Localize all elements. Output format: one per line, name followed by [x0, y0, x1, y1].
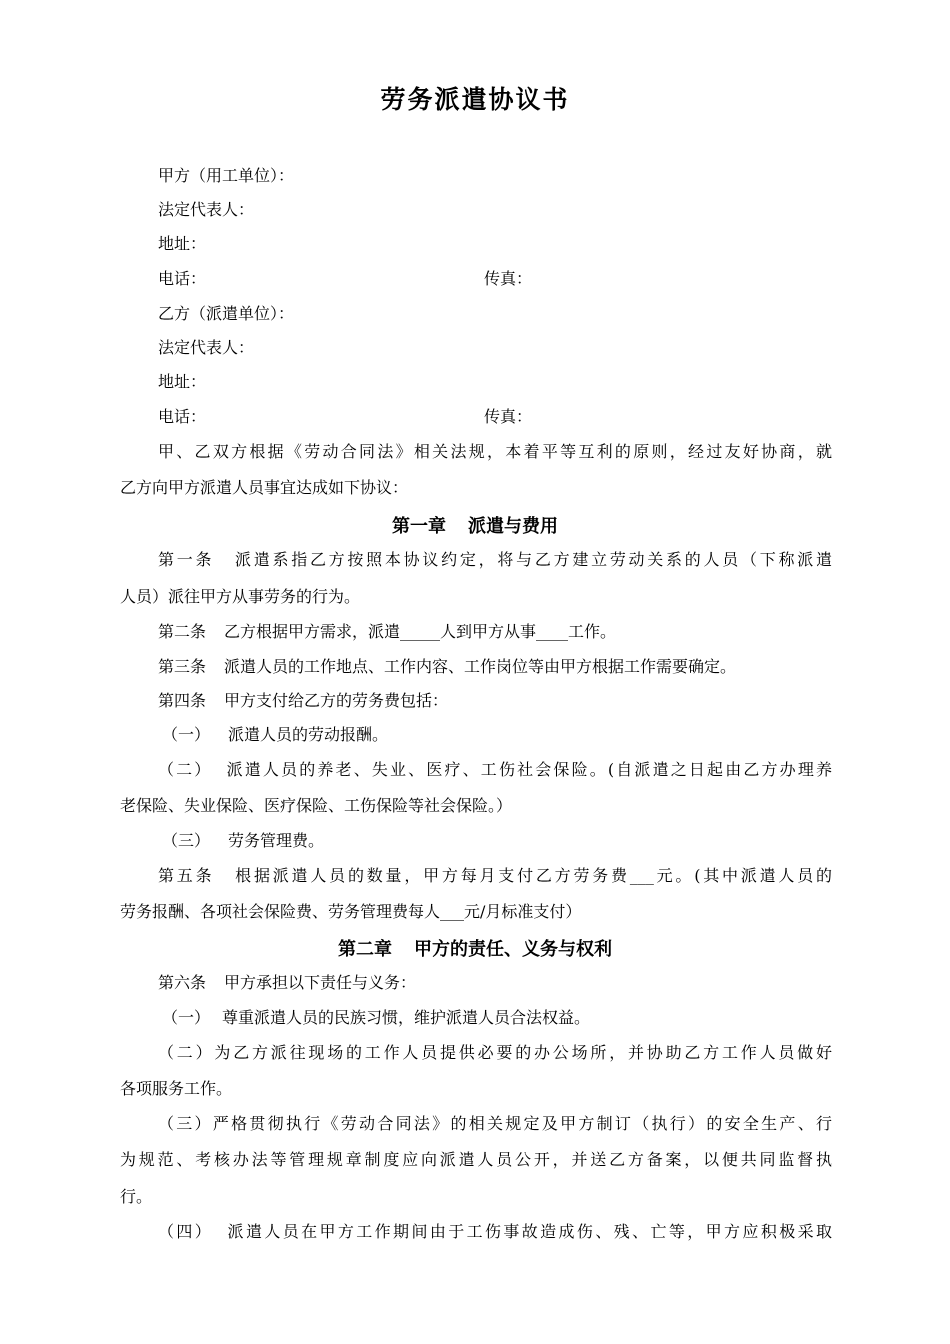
article-6-item-3-line-1: [158, 1113, 832, 1135]
article-2: [158, 621, 616, 643]
party-b-phone: 电话：: [158, 407, 207, 426]
article-1-line-2: 人员）派往甲方从事劳务的行为。: [120, 587, 361, 606]
article-6-text: 甲方承担以下责任与义务：: [224, 973, 417, 992]
article-4: [158, 690, 448, 712]
ch2-item-2-text-1: 为乙方派往现场的工作人员提供必要的办公场所，并协助乙方工作人员做好: [214, 1043, 832, 1062]
ch2-item-4-text: 派遣人员在甲方工作期间由于工伤事故造成伤、残、亡等，甲方应积极采取: [225, 1222, 832, 1241]
article-4-item-1: [162, 724, 388, 746]
chapter-2-heading: [0, 935, 950, 961]
party-a-label: 甲方（用工单位）：: [158, 166, 295, 185]
article-2-text: 乙方根据甲方需求，派遣_____人到甲方从事____工作。: [224, 622, 617, 641]
article-6-item-3-line-3: 行。: [120, 1187, 153, 1206]
ch2-item-1-number: （一）: [162, 1008, 211, 1027]
item-2-text-1: 派遣人员的养老、失业、医疗、工伤社会保险。(自派遣之日起由乙方办理养: [224, 760, 832, 779]
article-6-item-2-line-2: 各项服务工作。: [120, 1079, 233, 1098]
preamble-line-1: 甲、乙双方根据《劳动合同法》相关法规，本着平等互利的原则，经过友好协商，就: [158, 442, 832, 461]
article-4-text: 甲方支付给乙方的劳务费包括：: [224, 691, 449, 710]
item-3-number: （三）: [162, 831, 211, 850]
article-6-item-2-line-1: [158, 1042, 832, 1064]
party-b-address: 地址：: [158, 372, 207, 391]
article-2-number: 第二条: [158, 622, 207, 641]
ch2-item-4-number: （四）: [158, 1222, 214, 1241]
article-4-item-2-line-1: [158, 759, 832, 781]
party-a-address: 地址：: [158, 234, 207, 253]
article-6-item-3-line-2: 为规范、考核办法等管理规章制度应向派遣人员公开，并送乙方备案，以便共同监督执: [120, 1150, 832, 1169]
article-4-item-2-line-2: 老保险、失业保险、医疗保险、工伤保险等社会保险。）: [120, 796, 513, 815]
article-4-number: 第四条: [158, 691, 207, 710]
chapter-2-number: 第二章: [338, 939, 392, 960]
article-3-text: 派遣人员的工作地点、工作内容、工作岗位等由甲方根据工作需要确定。: [224, 657, 737, 676]
item-2-number: （二）: [158, 760, 213, 779]
party-b-label: 乙方（派遣单位）：: [158, 304, 295, 323]
party-b-representative: 法定代表人：: [158, 338, 255, 357]
article-1-number: 第一条: [158, 550, 215, 569]
party-a-representative: 法定代表人：: [158, 200, 255, 219]
ch2-item-3-number: （三）: [158, 1114, 213, 1133]
chapter-1-number: 第一章: [392, 516, 446, 537]
ch2-item-1-text: 尊重派遣人员的民族习惯，维护派遣人员合法权益。: [222, 1008, 591, 1027]
chapter-2-title: 甲方的责任、义务与权利: [414, 939, 612, 960]
article-6-item-1: [162, 1007, 590, 1029]
article-5-text-1: 根据派遣人员的数量，甲方每月支付乙方劳务费___元。(其中派遣人员的: [232, 866, 832, 885]
article-5-line-2: 劳务报酬、各项社会保险费、劳务管理费每人___元/月标准支付）: [120, 902, 582, 921]
article-3: [158, 656, 736, 678]
item-3-text: 劳务管理费。: [228, 831, 325, 850]
article-3-number: 第三条: [158, 657, 207, 676]
article-4-item-3: [162, 830, 324, 852]
chapter-1-heading: [0, 512, 950, 538]
article-5-line-1: [158, 865, 832, 887]
ch2-item-3-text-1: 严格贯彻执行《劳动合同法》的相关规定及甲方制订（执行）的安全生产、行: [212, 1114, 832, 1133]
ch2-item-2-number: （二）: [158, 1043, 215, 1062]
item-1-number: （一）: [162, 725, 211, 744]
article-1-text-1: 派遣系指乙方按照本协议约定，将与乙方建立劳动关系的人员（下称派遣: [232, 550, 832, 569]
article-1-line-1: [158, 549, 832, 571]
document-title: 劳务派遣协议书: [380, 85, 570, 114]
article-6-number: 第六条: [158, 973, 207, 992]
article-6: [158, 972, 416, 994]
article-5-number: 第五条: [158, 866, 215, 885]
item-1-text: 派遣人员的劳动报酬。: [228, 725, 389, 744]
party-b-fax: 传真：: [484, 407, 533, 426]
chapter-1-title: 派遣与费用: [468, 516, 558, 537]
party-a-phone: 电话：: [158, 269, 207, 288]
preamble-line-2: 乙方向甲方派遣人员事宜达成如下协议：: [120, 478, 409, 497]
article-6-item-4-line-1: [158, 1221, 832, 1243]
party-a-fax: 传真：: [484, 269, 533, 288]
